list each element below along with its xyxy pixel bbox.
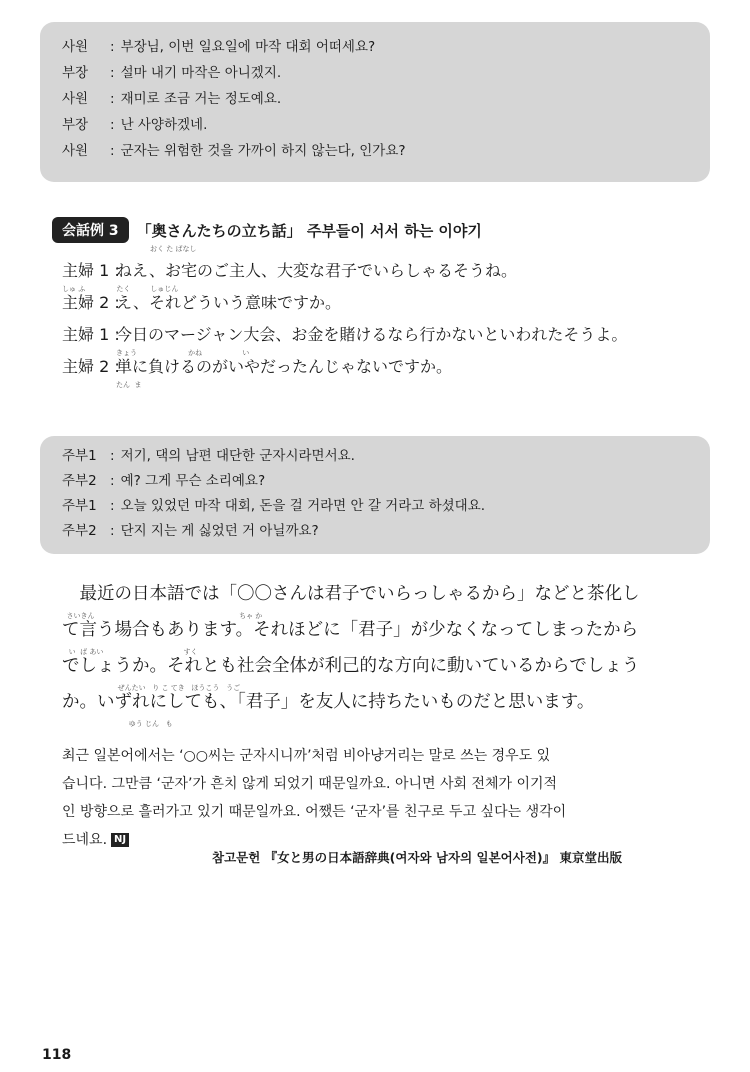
ruby-text: ゆう じん も [62,720,173,728]
reference-citation: 참고문헌 『女と男の日本語辞典(여자와 남자의 일본어사전)』 東京堂出版 [212,850,622,865]
korean-dialog-box-1 [40,22,710,182]
nj-logo-badge: NJ [111,833,129,847]
essay-text: て言う場合もあります。それほどに「君子」が少なくなってしまったから [62,620,639,640]
conversation-badge: 会話例 3 [52,217,129,243]
speaker: 主婦 1 : [62,325,120,344]
translation-line: 최근 일본어에서는 ‘○○씨는 군자시니까’처럼 비아냥거리는 말로 쓰는 경우도 있 [62,748,551,764]
dialog-line: 주부1 : 저기, 댁의 남편 대단한 군자시라면서요. [62,444,710,469]
dialog-line: 주부1 : 오늘 있었던 마작 대회, 돈을 걸 거라면 안 갈 거라고 하셨대요. [62,494,710,519]
line-text: 저기, 댁의 남편 대단한 군자시라면서요. [120,448,355,464]
dialog-line: 사원 : 부장님, 이번 일요일에 마작 대회 어떠세요? [62,34,710,60]
speaker: 부장 [62,65,89,81]
speaker: 사원 [62,91,89,107]
dialog-line [62,358,712,390]
line-text: 난 사양하겠네. [120,117,208,133]
korean-dialog-box-2 [40,436,710,554]
dialog-line: 주부2 : 단지 지는 게 싫었던 거 아닐까요? [62,519,710,544]
ruby-text: たん ま [116,381,142,389]
japanese-essay [62,584,662,728]
heading-ruby: おく た ばなし [150,245,197,253]
line-text: 단지 지는 게 싫었던 거 아닐까요? [120,523,319,539]
essay-line [62,584,662,620]
japanese-dialog [62,262,712,390]
line-text: 부장님, 이번 일요일에 마작 대회 어떠세요? [120,39,376,55]
speaker: 주부2 [62,523,97,539]
heading-title: 「奥さんたちの立ち話」 주부들이 서서 하는 이야기 [136,221,482,240]
line-text: 설마 내기 마작은 아니겠지. [120,65,282,81]
dialog-line: 부장 : 설마 내기 마작은 아니겠지. [62,60,710,86]
ruby-text: い ば あい すく [62,648,198,656]
dialog-line: 주부2 : 예? 그게 무슨 소리예요? [62,469,710,494]
line-text: 今日のマージャン大会、お金を賭けるなら行かないといわれたそうよ。 [116,325,628,344]
line-text: 単に負けるのがいやだったんじゃないですか。 [116,357,453,376]
speaker: 사원 [62,143,89,159]
translation-text: 드네요. [62,832,108,848]
essay-text: でしょうか。それとも社会全体が利己的な方向に動いているからでしょう [62,656,640,676]
line-text: 예? 그게 무슨 소리예요? [120,473,266,489]
essay-text: か。いずれにしても、「君子」を友人に持ちたいものだと思います。 [62,692,595,712]
essay-line [62,656,662,692]
line-text: 재미로 조금 거는 정도예요. [120,91,282,107]
speaker: 主婦 1 : [62,261,120,280]
speaker: 사원 [62,39,89,55]
essay-text: 最近の日本語では「〇〇さんは君子でいらっしゃるから」などと茶化し [62,584,640,604]
line-text: え、それどういう意味ですか。 [116,293,341,312]
line-text: 오늘 있었던 마작 대회, 돈을 걸 거라면 안 갈 거라고 하셨대요. [120,498,486,514]
section-heading [52,217,482,243]
ruby-text: さいきん ちゃ か [62,612,263,620]
speaker: 주부1 [62,448,97,464]
speaker: 主婦 2 : [62,293,120,312]
line-text: 군자는 위험한 것을 가까이 하지 않는다, 인가요? [120,143,406,159]
speaker: 부장 [62,117,89,133]
speaker: 主婦 2 : [62,357,120,376]
dialog-line: 사원 : 재미로 조금 거는 정도예요. [62,86,710,112]
ruby-text: ぜんたい り こ てき ほうこう うご [62,684,241,692]
dialog-line [62,294,712,326]
dialog-line: 부장 : 난 사양하겠네. [62,112,710,138]
page-number: 118 [42,1047,72,1063]
ruby-text: しゅ ふ たく しゅじん [62,285,179,293]
speaker: 주부1 [62,498,97,514]
dialog-line: 사원 : 군자는 위험한 것을 가까이 하지 않는다, 인가요? [62,138,710,164]
essay-line [62,692,662,728]
ruby-text: きょう かね い [116,349,250,357]
dialog-line [62,262,712,294]
line-text: ねえ、お宅のご主人、大変な君子でいらしゃるそうね。 [116,261,517,280]
korean-translation [62,742,602,854]
translation-line: 습니다. 그만큼 ‘군자’가 흔치 않게 되었기 때문일까요. 아니면 사회 전체가 이기적 [62,776,558,792]
translation-line: 인 방향으로 흘러가고 있기 때문일까요. 어쨌든 ‘군자’를 친구로 두고 싶다는 생각이 [62,804,567,820]
dialog-line [62,326,712,358]
speaker: 주부2 [62,473,97,489]
essay-line [62,620,662,656]
